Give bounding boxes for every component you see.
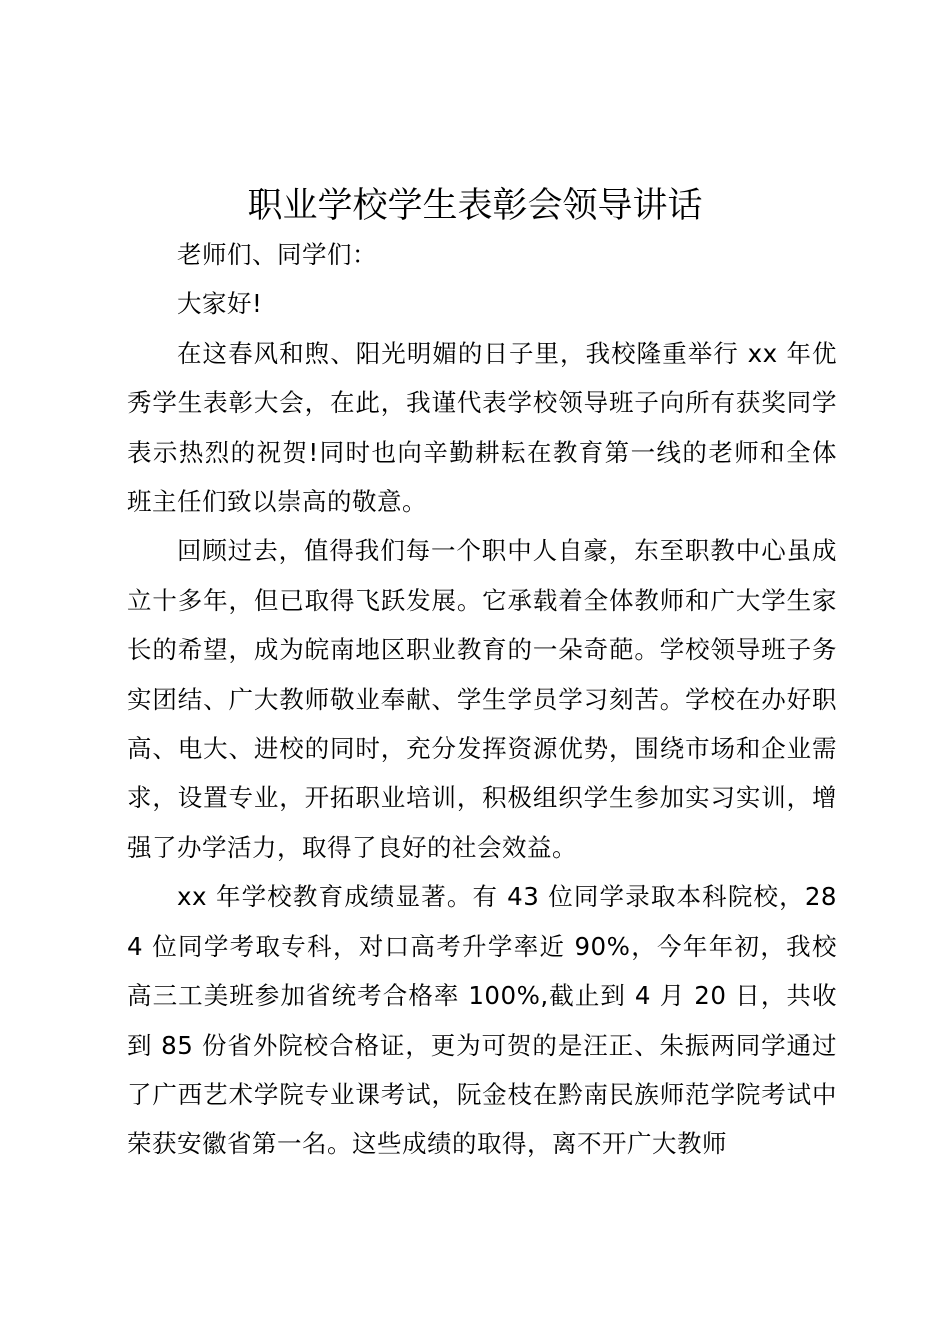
body-paragraph-2: 回顾过去，值得我们每一个职中人自豪，东至职教中心虽成立十多年，但已取得飞跃发展。它承载着全体教师和广大学生家长的希望，成为皖南地区职业教育的一朵奇葩。学校领导班子务实团结、广大教师敬业奉献、学生学员学习刻苦。学校在办好职高、电大、进校的同时，充分发挥资源优势，围绕市场和企业需求，设置专业，开拓职业培训，积极组织学生参加实习实训，增强了办学活力，取得了良好的社会效益。	[127, 536, 837, 862]
document-body	[127, 230, 837, 1169]
salutation-paragraph: 老师们、同学们：	[177, 240, 377, 269]
greeting-paragraph: 大家好!	[177, 289, 263, 319]
body-paragraph-1: 在这春风和煦、阳光明媚的日子里，我校隆重举行 xx 年优秀学生表彰大会，在此，我谨代表学校领导班子向所有获奖同学表示热烈的祝贺!同时也向辛勤耕耘在教育第一线的老师和全体班主任们致以崇高的敬意。	[127, 338, 837, 517]
body-paragraph-3: xx 年学校教育成绩显著。有 43 位同学录取本科院校，284 位同学考取专科，对口高考升学率近 90%，今年年初，我校高三工美班参加省统考合格率 100%,截止到 4 月 20 日，共收到 85 份省外院校合格证，更为可贺的是汪正、朱振两同学通过了广西艺术学院专业课考试，阮金枝在黔南民族师范学院考试中荣获安徽省第一名。这些成绩的取得，离不开广大教师	[127, 882, 837, 1159]
document-title: 职业学校学生表彰会领导讲话	[247, 186, 703, 226]
